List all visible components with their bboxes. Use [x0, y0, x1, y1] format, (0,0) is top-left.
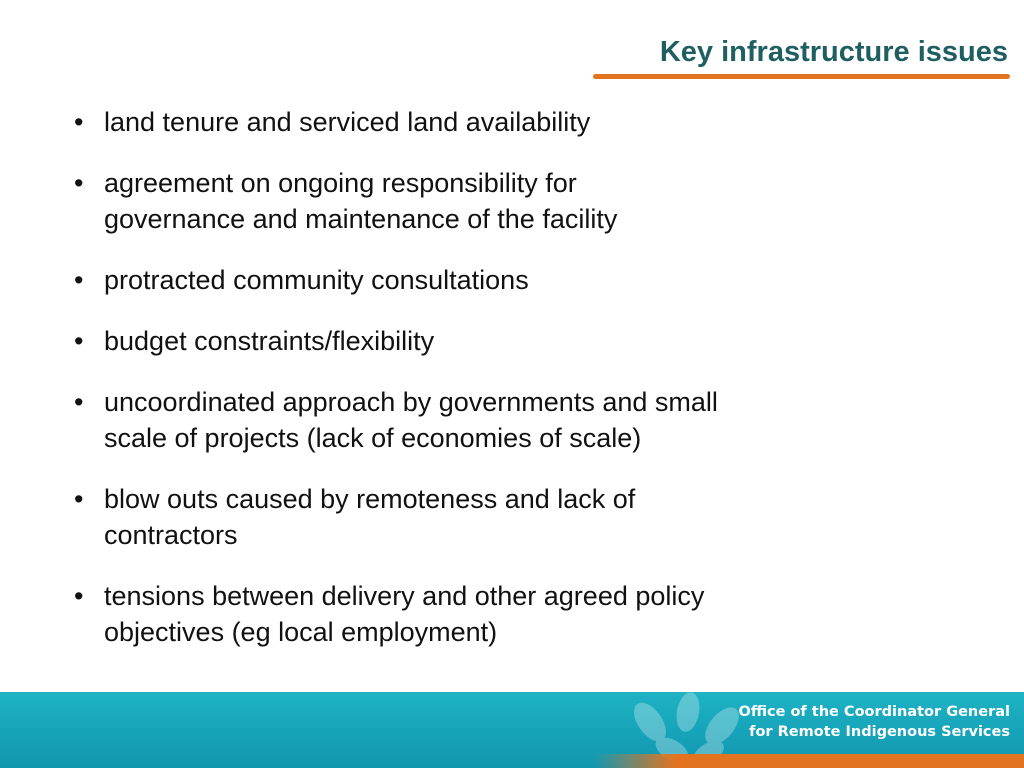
slide-title: Key infrastructure issues [659, 36, 1008, 68]
bullet-dot: • [74, 581, 84, 611]
bullet-dot: • [74, 107, 84, 137]
bullet-text: uncoordinated approach by governments and small scale of projects (lack of economies of scale) [104, 387, 718, 453]
bullet-dot: • [74, 168, 84, 198]
bullet-item [70, 384, 920, 456]
bullet-item [70, 323, 920, 359]
bullet-text: land tenure and serviced land availability [104, 107, 591, 137]
bullet-text: blow outs caused by remoteness and lack of contractors [104, 484, 636, 550]
bullet-dot: • [74, 326, 84, 356]
org-line-1: Office of the Coordinator General [738, 704, 1010, 720]
bullet-item [70, 165, 920, 237]
footer-banner [0, 692, 1024, 768]
bullet-dot: • [74, 387, 84, 417]
bullet-item [70, 262, 920, 298]
bullet-item [70, 481, 920, 553]
footer-accent-stripe [0, 754, 1024, 768]
title-underline [593, 74, 1010, 79]
bullet-text: agreement on ongoing responsibility for governance and maintenance of the facility [104, 168, 618, 234]
bullet-text: protracted community consultations [104, 265, 529, 295]
organization-name [739, 702, 1011, 742]
bullet-dot: • [74, 265, 84, 295]
bullet-list [70, 104, 920, 675]
bullet-text: budget constraints/flexibility [104, 326, 435, 356]
bullet-dot: • [74, 484, 84, 514]
org-line-2: for Remote Indigenous Services [749, 724, 1010, 740]
bullet-text: tensions between delivery and other agreed policy objectives (eg local employment) [104, 581, 705, 647]
bullet-item [70, 104, 920, 140]
bullet-item [70, 578, 920, 650]
